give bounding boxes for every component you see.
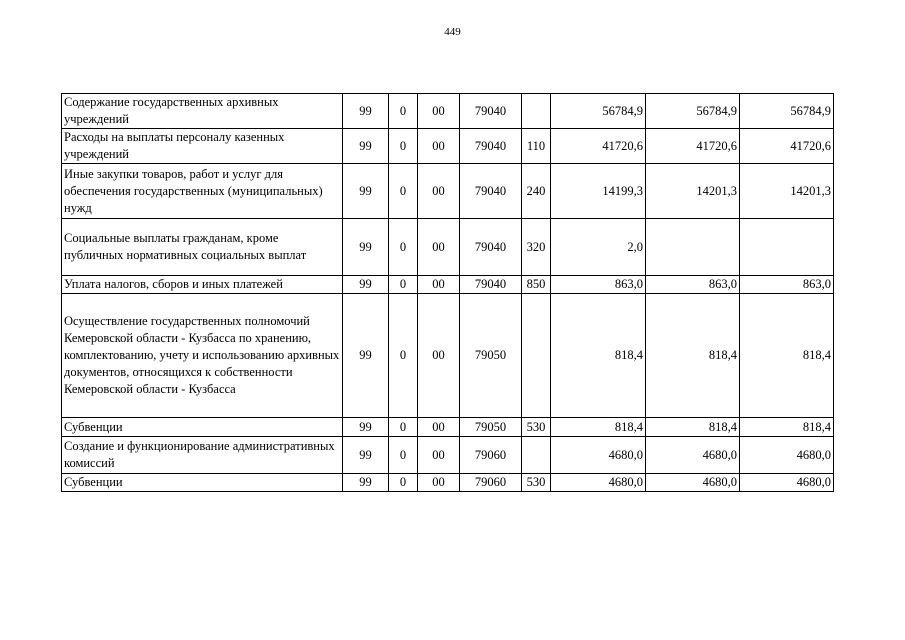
amount-year-3: 818,4 bbox=[740, 294, 834, 418]
code-program: 99 bbox=[343, 474, 389, 492]
page-number: 449 bbox=[444, 26, 461, 38]
code-main-event: 00 bbox=[418, 294, 460, 418]
row-name: Содержание государственных архивных учреждений bbox=[62, 94, 343, 129]
amount-year-2: 56784,9 bbox=[646, 94, 740, 129]
code-direction: 79040 bbox=[460, 94, 522, 129]
code-expense-type: 240 bbox=[522, 164, 551, 219]
code-expense-type bbox=[522, 437, 551, 474]
code-subprogram: 0 bbox=[389, 129, 418, 164]
code-expense-type bbox=[522, 294, 551, 418]
code-program: 99 bbox=[343, 129, 389, 164]
amount-year-1: 56784,9 bbox=[551, 94, 646, 129]
amount-year-3: 818,4 bbox=[740, 418, 834, 437]
row-name: Создание и функционирование административных комиссий bbox=[62, 437, 343, 474]
code-direction: 79050 bbox=[460, 418, 522, 437]
code-main-event: 00 bbox=[418, 129, 460, 164]
code-program: 99 bbox=[343, 276, 389, 294]
code-direction: 79040 bbox=[460, 129, 522, 164]
amount-year-1: 41720,6 bbox=[551, 129, 646, 164]
code-expense-type: 110 bbox=[522, 129, 551, 164]
code-subprogram: 0 bbox=[389, 94, 418, 129]
code-main-event: 00 bbox=[418, 276, 460, 294]
code-main-event: 00 bbox=[418, 418, 460, 437]
table-row bbox=[62, 437, 834, 474]
amount-year-3: 4680,0 bbox=[740, 437, 834, 474]
amount-year-2: 4680,0 bbox=[646, 437, 740, 474]
row-name: Осуществление государственных полномочий Кемеровской области - Кузбасса по хранению, комплектованию, учету и использованию архивных документов, относящихся к собственности Кемеровской области - Кузбасса bbox=[62, 294, 343, 418]
code-expense-type: 320 bbox=[522, 219, 551, 276]
code-expense-type bbox=[522, 94, 551, 129]
amount-year-3: 14201,3 bbox=[740, 164, 834, 219]
code-subprogram: 0 bbox=[389, 474, 418, 492]
amount-year-2: 818,4 bbox=[646, 418, 740, 437]
amount-year-1: 4680,0 bbox=[551, 437, 646, 474]
amount-year-2: 818,4 bbox=[646, 294, 740, 418]
table-row bbox=[62, 164, 834, 219]
amount-year-3 bbox=[740, 219, 834, 276]
amount-year-1: 14199,3 bbox=[551, 164, 646, 219]
budget-table bbox=[61, 93, 834, 492]
amount-year-3: 56784,9 bbox=[740, 94, 834, 129]
code-subprogram: 0 bbox=[389, 276, 418, 294]
code-direction: 79040 bbox=[460, 276, 522, 294]
code-expense-type: 530 bbox=[522, 474, 551, 492]
table-row bbox=[62, 219, 834, 276]
code-program: 99 bbox=[343, 418, 389, 437]
code-expense-type: 530 bbox=[522, 418, 551, 437]
code-program: 99 bbox=[343, 164, 389, 219]
code-direction: 79040 bbox=[460, 219, 522, 276]
code-program: 99 bbox=[343, 437, 389, 474]
code-direction: 79060 bbox=[460, 474, 522, 492]
table-row bbox=[62, 276, 834, 294]
code-main-event: 00 bbox=[418, 164, 460, 219]
row-name: Расходы на выплаты персоналу казенных учреждений bbox=[62, 129, 343, 164]
code-program: 99 bbox=[343, 94, 389, 129]
amount-year-3: 863,0 bbox=[740, 276, 834, 294]
amount-year-3: 4680,0 bbox=[740, 474, 834, 492]
row-name: Иные закупки товаров, работ и услуг для обеспечения государственных (муниципальных) нужд bbox=[62, 164, 343, 219]
amount-year-1: 818,4 bbox=[551, 294, 646, 418]
code-main-event: 00 bbox=[418, 474, 460, 492]
amount-year-2: 4680,0 bbox=[646, 474, 740, 492]
code-subprogram: 0 bbox=[389, 294, 418, 418]
amount-year-2: 863,0 bbox=[646, 276, 740, 294]
code-direction: 79050 bbox=[460, 294, 522, 418]
amount-year-1: 863,0 bbox=[551, 276, 646, 294]
table-row bbox=[62, 418, 834, 437]
table-row bbox=[62, 294, 834, 418]
code-subprogram: 0 bbox=[389, 164, 418, 219]
page-blank-area bbox=[0, 520, 905, 640]
code-program: 99 bbox=[343, 219, 389, 276]
code-program: 99 bbox=[343, 294, 389, 418]
code-main-event: 00 bbox=[418, 437, 460, 474]
amount-year-2 bbox=[646, 219, 740, 276]
amount-year-3: 41720,6 bbox=[740, 129, 834, 164]
amount-year-1: 4680,0 bbox=[551, 474, 646, 492]
table-row bbox=[62, 129, 834, 164]
code-subprogram: 0 bbox=[389, 219, 418, 276]
code-subprogram: 0 bbox=[389, 437, 418, 474]
code-main-event: 00 bbox=[418, 94, 460, 129]
code-direction: 79040 bbox=[460, 164, 522, 219]
code-subprogram: 0 bbox=[389, 418, 418, 437]
amount-year-2: 41720,6 bbox=[646, 129, 740, 164]
amount-year-2: 14201,3 bbox=[646, 164, 740, 219]
row-name: Субвенции bbox=[62, 418, 343, 437]
row-name: Социальные выплаты гражданам, кроме публичных нормативных социальных выплат bbox=[62, 219, 343, 276]
table-row bbox=[62, 474, 834, 492]
row-name: Уплата налогов, сборов и иных платежей bbox=[62, 276, 343, 294]
code-expense-type: 850 bbox=[522, 276, 551, 294]
code-direction: 79060 bbox=[460, 437, 522, 474]
code-main-event: 00 bbox=[418, 219, 460, 276]
row-name: Субвенции bbox=[62, 474, 343, 492]
table-row bbox=[62, 94, 834, 129]
amount-year-1: 2,0 bbox=[551, 219, 646, 276]
amount-year-1: 818,4 bbox=[551, 418, 646, 437]
